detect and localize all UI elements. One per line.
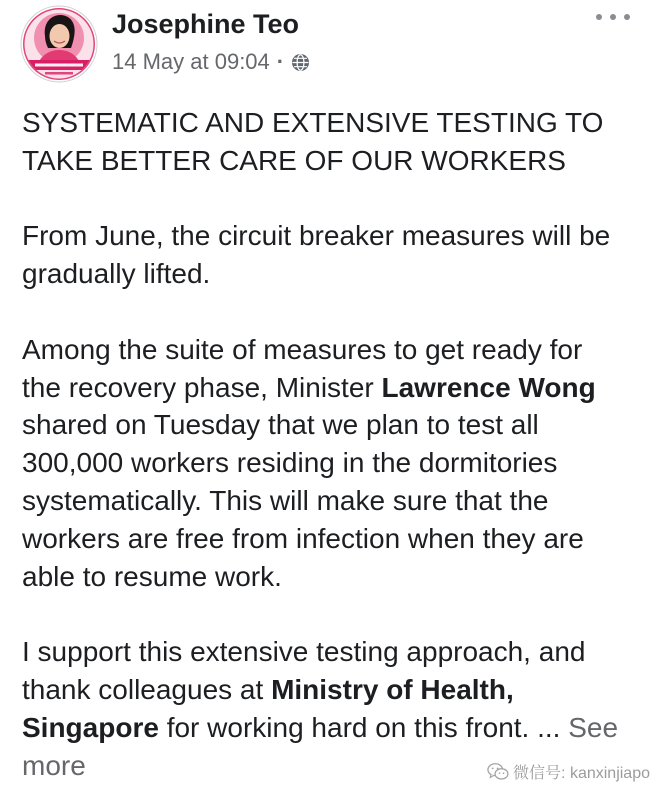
post-text: for working hard on this front. ... xyxy=(158,711,569,743)
avatar[interactable] xyxy=(20,5,98,83)
post-text-line: shared on Tuesday that we plan to test all xyxy=(22,409,539,441)
mention-lawrence-wong[interactable]: Lawrence Wong xyxy=(381,371,596,403)
more-options-button[interactable] xyxy=(594,11,636,23)
mention-ministry-of-health[interactable]: Ministry of Health, xyxy=(271,673,514,705)
meta-separator: · xyxy=(276,49,285,74)
post-text-line: 300,000 workers residing in the dormitories xyxy=(22,447,558,479)
post-text: thank colleagues at xyxy=(22,673,272,705)
post-paragraph xyxy=(22,217,652,293)
see-more-link[interactable]: more xyxy=(22,749,86,781)
post-text: the recovery phase, Minister xyxy=(22,371,382,403)
post-text-line: I support this extensive testing approach, and xyxy=(22,636,586,668)
author-name[interactable]: Josephine Teo xyxy=(112,9,300,39)
post-text-line: TAKE BETTER CARE OF OUR WORKERS xyxy=(22,144,566,176)
post-text-line: Among the suite of measures to get ready for xyxy=(22,333,583,365)
post-meta xyxy=(112,49,310,75)
post-text-line: systematically. This will make sure that the xyxy=(22,484,549,516)
more-options-icon xyxy=(594,11,636,23)
post-body xyxy=(22,104,652,784)
post-text-line: workers are free from infection when they are xyxy=(22,522,584,554)
post-text-line xyxy=(22,369,652,407)
profile-photo-icon xyxy=(20,5,98,83)
post-heading xyxy=(22,104,652,180)
post-text-line: gradually lifted. xyxy=(22,258,211,290)
post-text-line: SYSTEMATIC AND EXTENSIVE TESTING TO xyxy=(22,107,604,138)
post-text-line: able to resume work. xyxy=(22,560,282,592)
post-text-line: From June, the circuit breaker measures will be xyxy=(22,220,611,252)
mention-ministry-of-health[interactable]: Singapore xyxy=(22,711,159,743)
watermark-text: 微信号: kanxinjiapo xyxy=(513,764,650,782)
wechat-icon xyxy=(487,762,509,781)
post-timestamp[interactable]: 14 May at 09:04 xyxy=(112,49,270,74)
see-more-link[interactable]: See xyxy=(568,711,619,743)
post-text-line xyxy=(22,709,652,747)
watermark xyxy=(487,759,650,783)
globe-icon xyxy=(291,53,310,72)
post-paragraph xyxy=(22,331,652,596)
post-text-line xyxy=(22,671,652,709)
